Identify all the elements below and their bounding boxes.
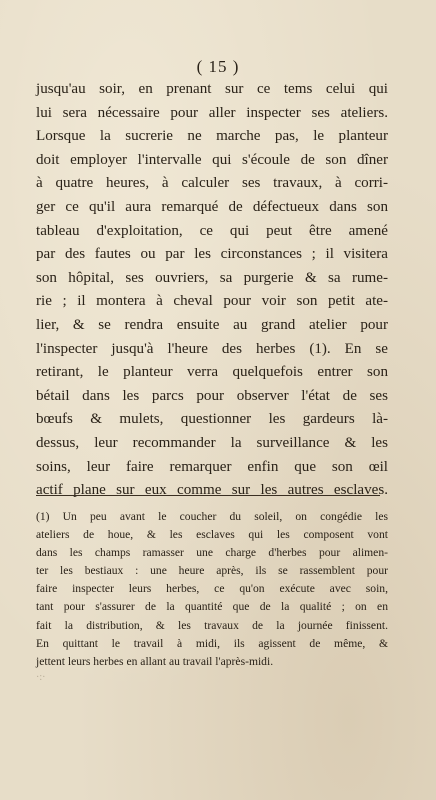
page-number: ( 15 )	[196, 57, 240, 76]
text-line: ger ce qu'il aura remarqué de défectueux dans son	[36, 198, 388, 215]
text-line: tableau d'exploitation, ce qui peut être amené	[36, 222, 388, 239]
main-text	[36, 78, 388, 503]
text-line: rie ; il montera à cheval pour voir son petit ate-	[36, 293, 388, 310]
text-line: soins, leur faire remarquer enfin que son œil	[36, 458, 388, 475]
text-line: à quatre heures, à calculer ses travaux, à corri-	[36, 175, 388, 192]
text-line: bœufs & mulets, questionner les gardeurs là-	[36, 411, 388, 428]
footnote-line: (1) Un peu avant le coucher du soleil, on congédie les	[36, 510, 388, 523]
footnote	[36, 508, 388, 671]
text-line: actif plane sur eux comme sur les autres esclaves.	[36, 482, 388, 499]
text-line: doit employer l'intervalle qui s'écoule de son dîner	[36, 151, 388, 168]
faint-ink-mark: ·:·	[36, 672, 46, 683]
text-line: son hôpital, ses ouvriers, sa purgerie & sa rume-	[36, 269, 388, 286]
footnote-line: fait la distribution, & les travaux de la journée finissent.	[36, 618, 388, 632]
footnote-line: faire inspecter leurs herbes, ce qu'on exécute avec soin,	[36, 582, 388, 596]
footnote-line: dans les champs ramasser une charge d'herbes pour alimen-	[36, 546, 388, 560]
text-line: dessus, leur recommander la surveillance & les	[36, 434, 388, 451]
footnote-divider	[36, 495, 380, 496]
text-line: retirant, le planteur verra quelquefois entrer son	[36, 364, 388, 381]
text-line: jusqu'au soir, en prenant sur ce tems celui qui	[36, 81, 388, 97]
footnote-line: En quittant le travail à midi, ils agissent de même, &	[36, 636, 388, 650]
text-line: Lorsque la sucrerie ne marche pas, le planteur	[36, 128, 388, 145]
footnote-line: tant pour s'assurer de la quantité que de la qualité ; on en	[36, 600, 388, 614]
footnote-line: ter les bestiaux : une heure après, ils se rassemblent pour	[36, 564, 388, 578]
text-line: lui sera nécessaire pour aller inspecter ses ateliers.	[36, 104, 388, 121]
text-line: par des fautes ou par les circonstances ; il visitera	[36, 246, 388, 263]
text-line: bétail dans les parcs pour observer l'état de ses	[36, 387, 388, 404]
footnote-line: ateliers de houe, & les esclaves qui les composent vont	[36, 528, 388, 542]
text-line: lier, & se rendra ensuite au grand atelier pour	[36, 316, 388, 333]
text-line: l'inspecter jusqu'à l'heure des herbes (1). En se	[36, 340, 388, 357]
footnote-line: jettent leurs herbes en allant au travail l'après-midi.	[36, 654, 274, 668]
